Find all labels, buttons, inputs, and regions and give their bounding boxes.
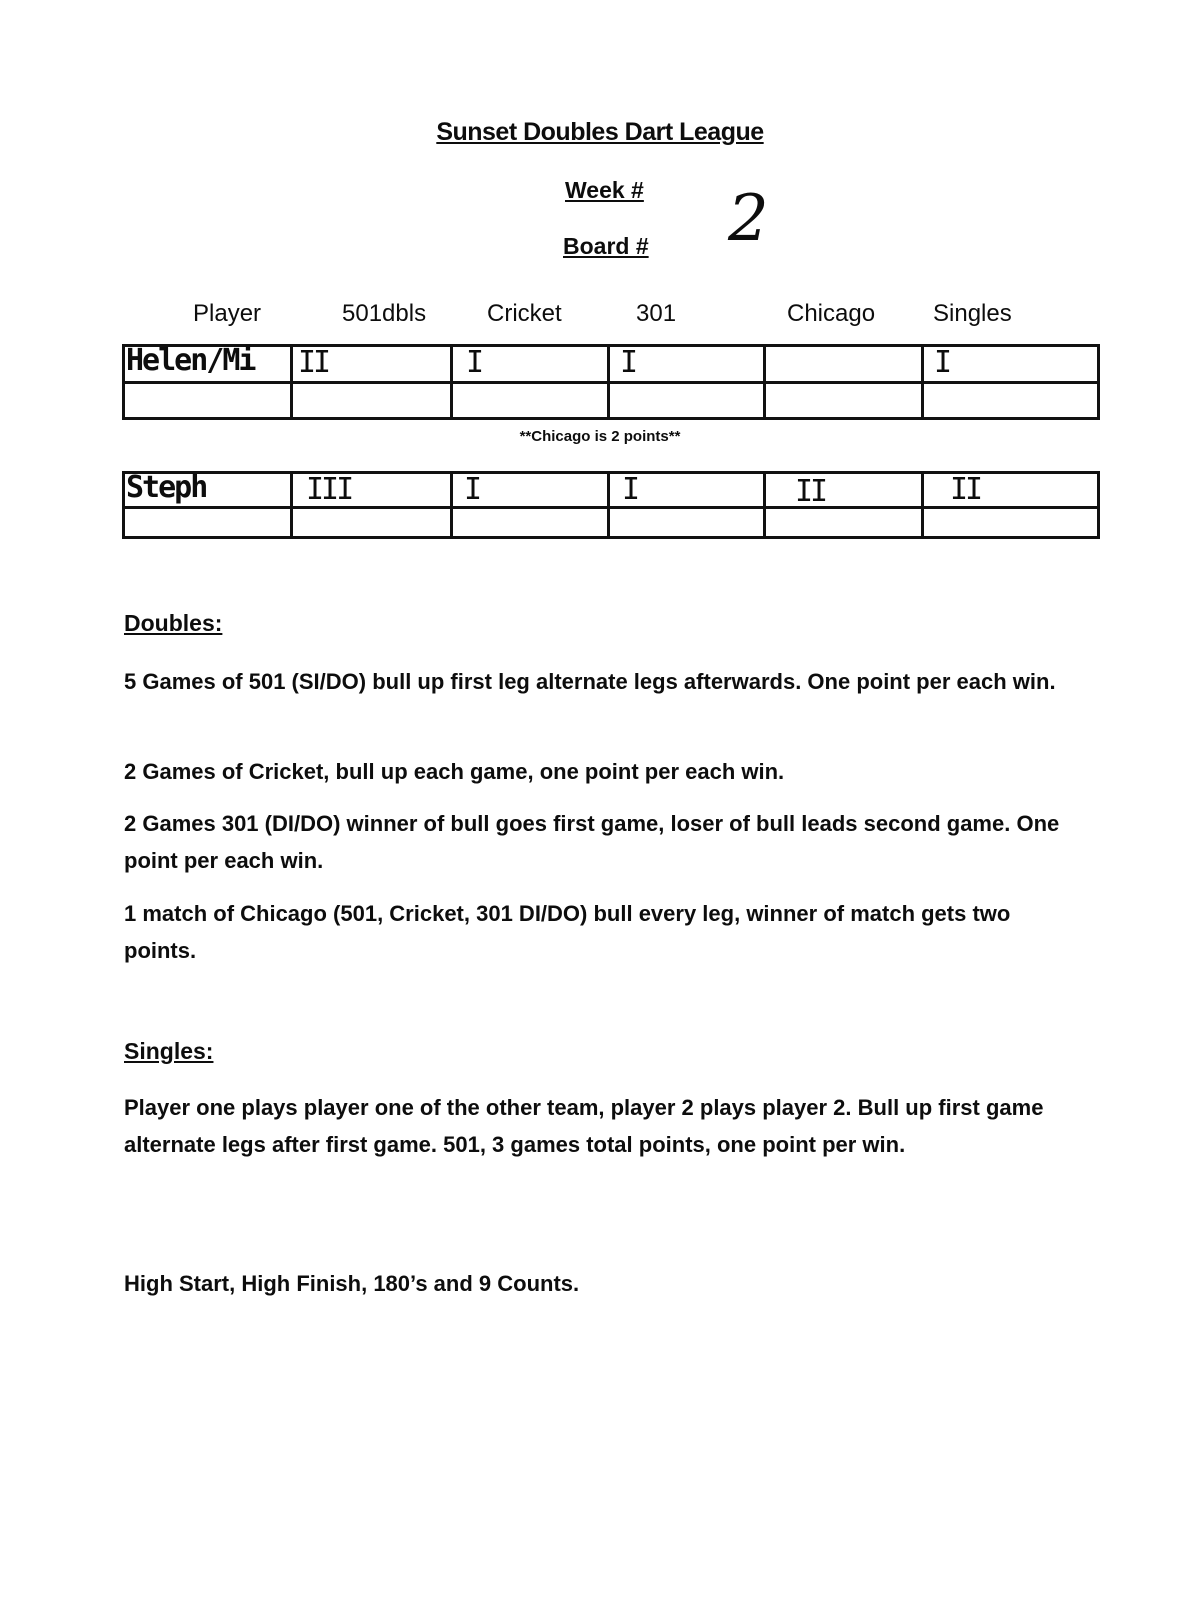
doubles-rule-chicago: 1 match of Chicago (501, Cricket, 301 DI/DO) bull every leg, winner of match gets two points. — [124, 901, 1011, 963]
board-label: Board # — [563, 233, 649, 259]
week-label: Week # — [565, 177, 644, 203]
singles-rule: Player one plays player one of the other team, player 2 plays player 2. Bull up first game alternate legs after first game. 501, 3 games total points, one point per win. — [124, 1095, 1044, 1157]
team-1-301-score: I — [620, 345, 636, 380]
column-header-cricket: Cricket — [487, 300, 562, 327]
doubles-rule-301: 2 Games 301 (DI/DO) winner of bull goes first game, loser of bull leads second game. One point per each win. — [124, 811, 1060, 873]
team-1-singles-score: I — [934, 345, 950, 380]
team-2-301-score: I — [622, 472, 638, 507]
score-grid-team-1 — [122, 344, 1100, 420]
singles-heading: Singles: — [124, 1038, 214, 1064]
team-1-player-name: Helen/Mi — [126, 343, 255, 378]
high-scores-note: High Start, High Finish, 180’s and 9 Counts. — [124, 1271, 580, 1296]
team-1-cricket-score: I — [466, 345, 482, 380]
team-2-singles-score: II — [950, 472, 981, 507]
column-header-player: Player — [193, 300, 262, 327]
team-1-501dbls-score: II — [298, 345, 329, 380]
team-2-player-name: Steph — [126, 470, 207, 505]
column-header-301: 301 — [636, 300, 677, 327]
team-2-chicago-score: II — [795, 474, 826, 509]
team-2-cricket-score: I — [464, 472, 480, 507]
column-header-chicago: Chicago — [787, 300, 876, 327]
league-title: Sunset Doubles Dart League — [436, 118, 764, 146]
team-2-501dbls-score: III — [306, 472, 352, 507]
week-number-handwritten: 2 — [728, 182, 769, 256]
column-header-501dbls: 501dbls — [342, 300, 427, 327]
doubles-rule-501: 5 Games of 501 (SI/DO) bull up first leg alternate legs afterwards. One point per each win. — [124, 669, 1056, 694]
chicago-points-note: **Chicago is 2 points** — [519, 428, 681, 445]
doubles-heading: Doubles: — [124, 610, 223, 636]
doubles-rule-cricket: 2 Games of Cricket, bull up each game, one point per each win. — [124, 759, 785, 784]
column-header-singles: Singles — [933, 300, 1012, 327]
